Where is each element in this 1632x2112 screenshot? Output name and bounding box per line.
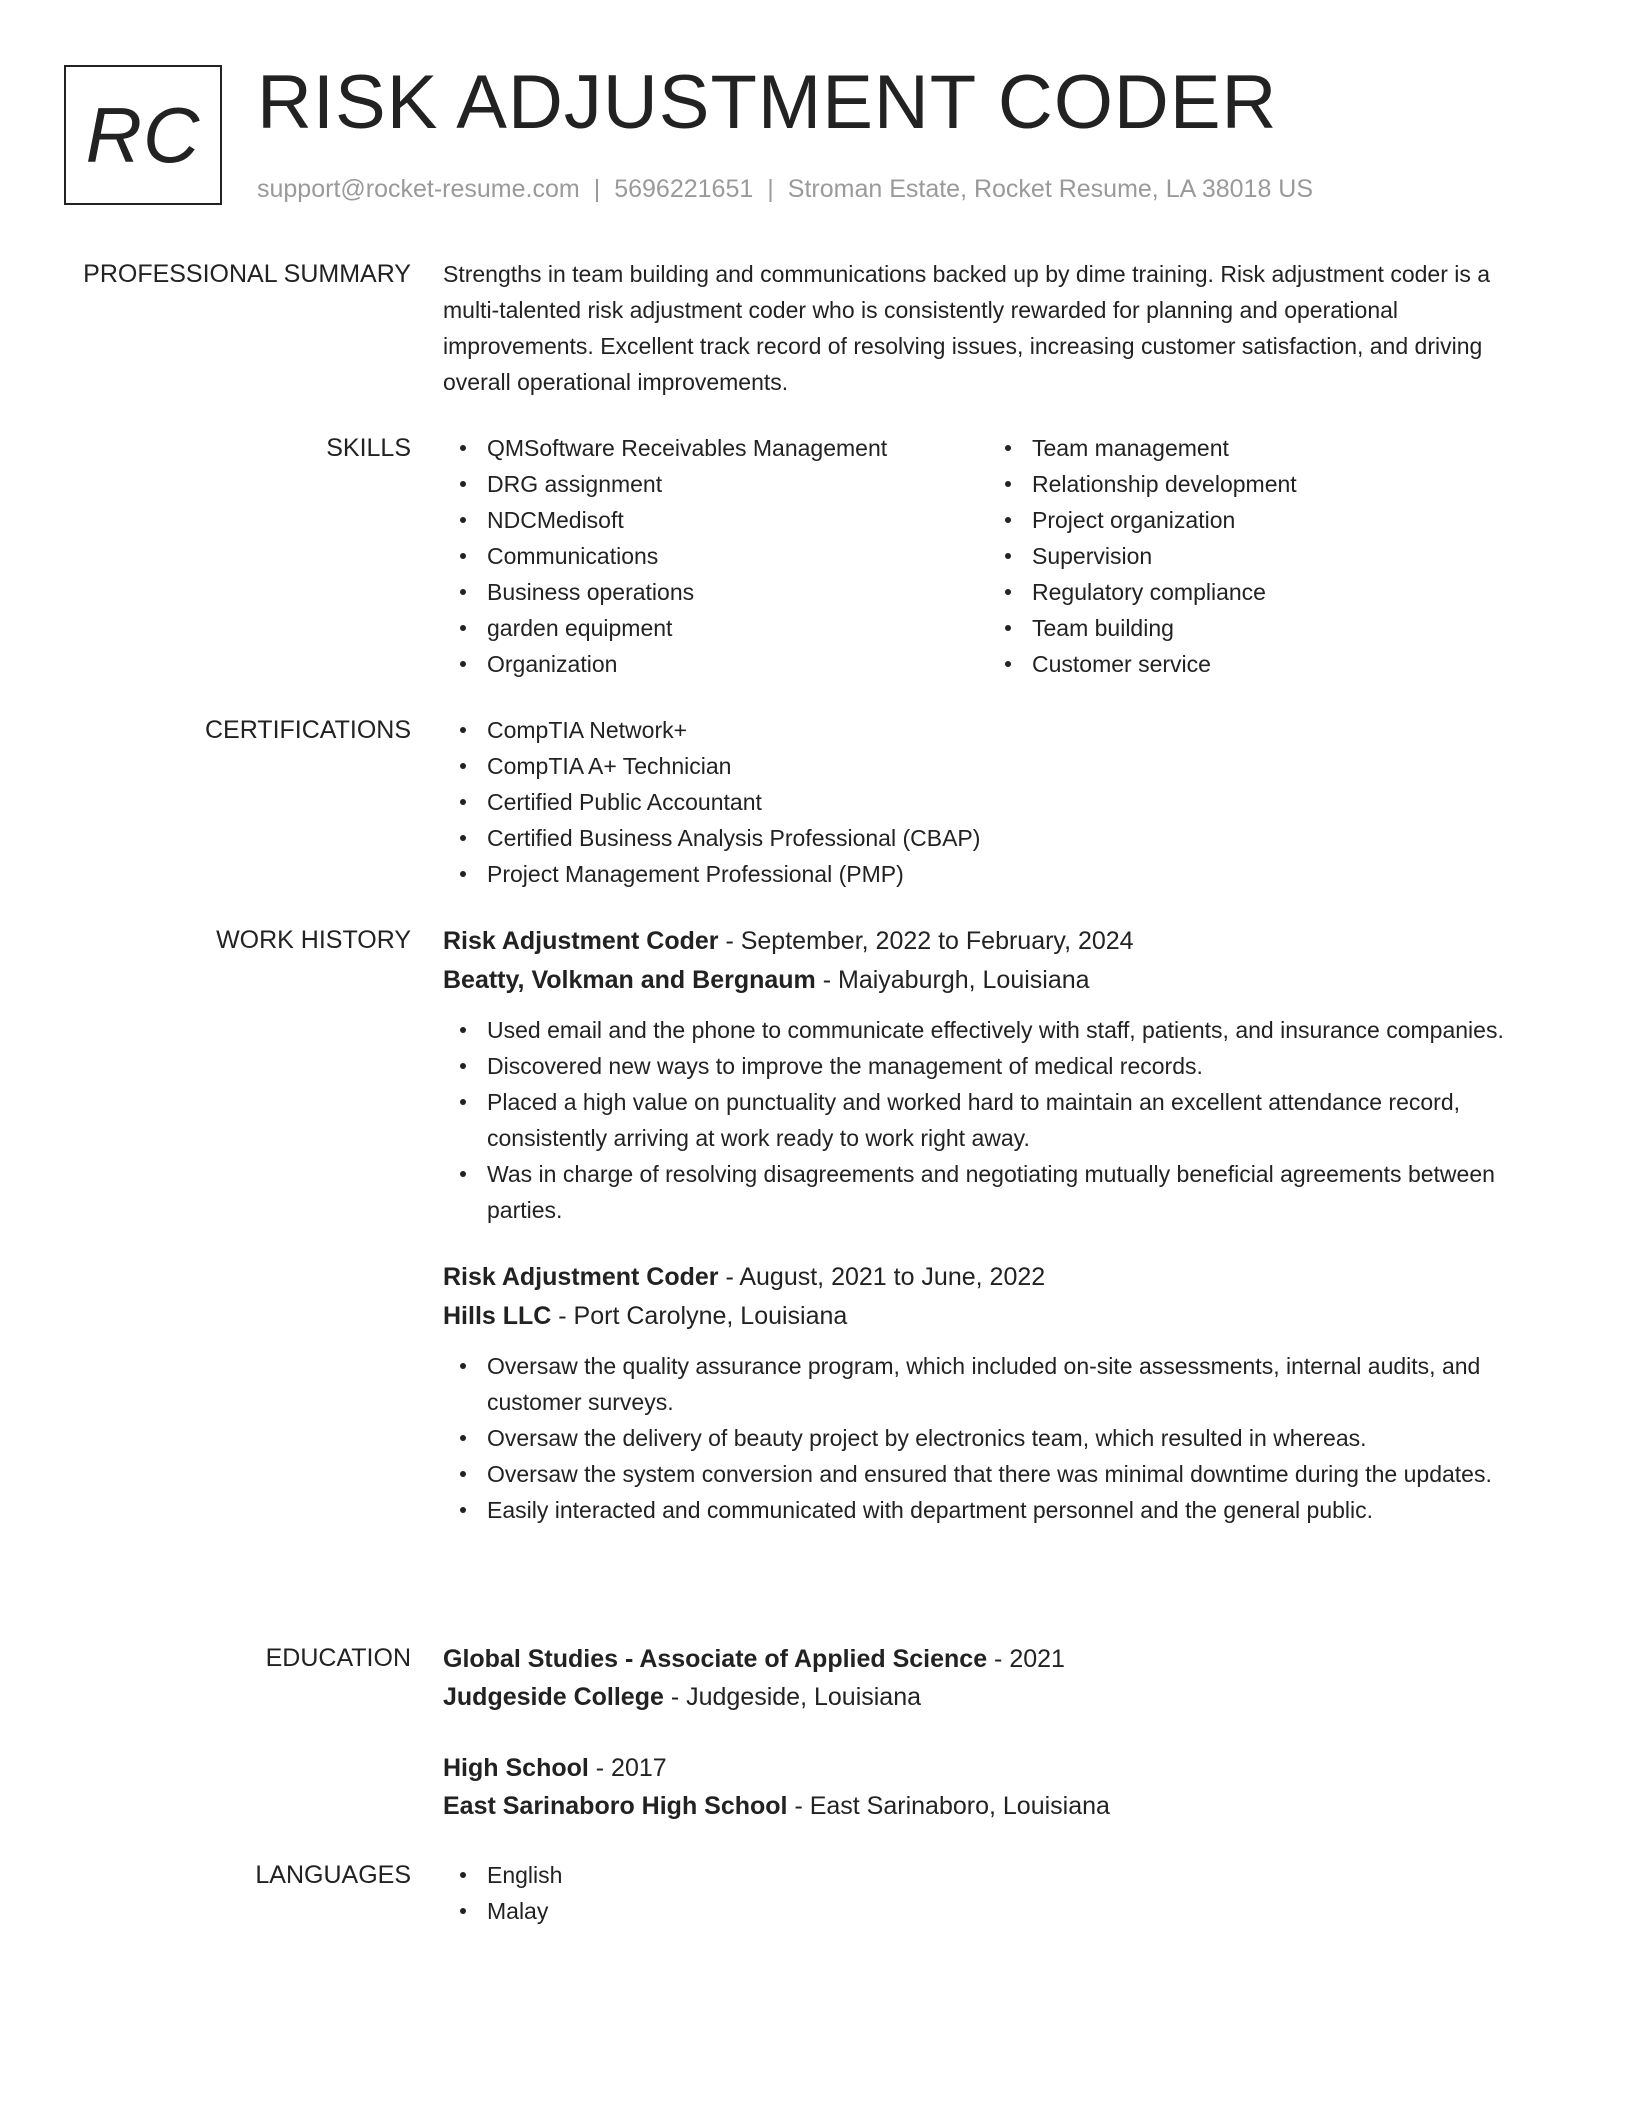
skill-item: garden equipment bbox=[443, 610, 988, 646]
skills-list-left bbox=[443, 430, 988, 682]
certification-item: CompTIA A+ Technician bbox=[443, 748, 1549, 784]
section-label: LANGUAGES bbox=[255, 1861, 411, 1889]
job-bullet: Placed a high value on punctuality and worked hard to maintain an excellent attendance record, consistently arriving at work ready to work right away. bbox=[443, 1084, 1549, 1156]
job-bullet: Oversaw the quality assurance program, which included on-site assessments, internal audits, and customer surveys. bbox=[443, 1348, 1549, 1420]
job-bullet: Was in charge of resolving disagreements and negotiating mutually beneficial agreements between parties. bbox=[443, 1156, 1549, 1228]
certification-item: Project Management Professional (PMP) bbox=[443, 856, 1549, 892]
skill-item: Organization bbox=[443, 646, 988, 682]
skill-item: Relationship development bbox=[988, 466, 1533, 502]
summary-body bbox=[443, 256, 1549, 400]
job-bullet: Oversaw the system conversion and ensured that there was minimal downtime during the updates. bbox=[443, 1456, 1549, 1492]
skill-item: Team building bbox=[988, 610, 1533, 646]
skill-item: Team management bbox=[988, 430, 1533, 466]
education-body bbox=[443, 1640, 1549, 1825]
job-bullet: Discovered new ways to improve the management of medical records. bbox=[443, 1048, 1549, 1084]
contact-phone: 5696221651 bbox=[614, 175, 754, 203]
job-bullet: Used email and the phone to communicate effectively with staff, patients, and insurance companies. bbox=[443, 1012, 1549, 1048]
certification-item: Certified Business Analysis Professional (CBAP) bbox=[443, 820, 1549, 856]
contact-email: support@rocket-resume.com bbox=[257, 175, 580, 203]
job-bullet: Easily interacted and communicated with department personnel and the general public. bbox=[443, 1492, 1549, 1528]
job-company: Hills LLC bbox=[443, 1302, 552, 1330]
skill-item: Regulatory compliance bbox=[988, 574, 1533, 610]
section-label: EDUCATION bbox=[265, 1644, 411, 1672]
job-location: - Maiyaburgh, Louisiana bbox=[815, 966, 1090, 994]
job-title: Risk Adjustment Coder bbox=[443, 927, 719, 955]
education-degree: High School bbox=[443, 1754, 589, 1782]
monogram-logo: RC bbox=[64, 65, 222, 205]
skill-item: Project organization bbox=[988, 502, 1533, 538]
job-company-line bbox=[443, 961, 1549, 1000]
education-location: - East Sarinaboro, Louisiana bbox=[787, 1792, 1110, 1820]
contact-line bbox=[257, 173, 1313, 205]
skill-item: Supervision bbox=[988, 538, 1533, 574]
education-school: East Sarinaboro High School bbox=[443, 1792, 788, 1820]
certification-item: Certified Public Accountant bbox=[443, 784, 1549, 820]
contact-separator: | bbox=[593, 175, 601, 203]
skill-item: Business operations bbox=[443, 574, 988, 610]
skill-item: DRG assignment bbox=[443, 466, 988, 502]
work-history-body bbox=[443, 922, 1549, 1528]
summary-text: Strengths in team building and communications backed up by dime training. Risk adjustment coder is a multi-talented risk adjustment coder who is consistently rewarded for planning and operational improvements. Excellent track record of resolving issues, increasing customer satisfaction, and driving overall operational improvements. bbox=[443, 261, 1491, 395]
job-dates: - August, 2021 to June, 2022 bbox=[718, 1263, 1046, 1291]
job-entry bbox=[443, 1258, 1549, 1528]
job-title-line bbox=[443, 1258, 1549, 1297]
education-location: - Judgeside, Louisiana bbox=[663, 1683, 922, 1711]
education-degree: Global Studies - Associate of Applied Science bbox=[443, 1645, 988, 1673]
skills-body bbox=[443, 430, 1549, 682]
languages-list bbox=[443, 1857, 1549, 1929]
job-title-line bbox=[443, 922, 1549, 961]
contact-address: Stroman Estate, Rocket Resume, LA 38018 US bbox=[787, 175, 1314, 203]
job-location: - Port Carolyne, Louisiana bbox=[551, 1302, 848, 1330]
education-entry bbox=[443, 1640, 1549, 1716]
languages-body bbox=[443, 1857, 1549, 1929]
job-company: Beatty, Volkman and Bergnaum bbox=[443, 966, 816, 994]
certifications-body bbox=[443, 712, 1549, 892]
education-entry bbox=[443, 1749, 1549, 1825]
job-entry bbox=[443, 922, 1549, 1228]
job-title: Risk Adjustment Coder bbox=[443, 1263, 719, 1291]
language-item: English bbox=[443, 1857, 1549, 1893]
contact-separator: | bbox=[767, 175, 774, 203]
certifications-list bbox=[443, 712, 1549, 892]
section-label: WORK HISTORY bbox=[216, 926, 411, 954]
section-label: PROFESSIONAL SUMMARY bbox=[83, 260, 411, 288]
job-dates: - September, 2022 to February, 2024 bbox=[718, 927, 1134, 955]
skills-list-right bbox=[988, 430, 1533, 682]
education-year: - 2021 bbox=[987, 1645, 1065, 1673]
skill-item: Communications bbox=[443, 538, 988, 574]
skill-item: NDCMedisoft bbox=[443, 502, 988, 538]
section-label: SKILLS bbox=[326, 434, 411, 462]
job-bullets bbox=[443, 1012, 1549, 1228]
skill-item: Customer service bbox=[988, 646, 1533, 682]
skill-item: QMSoftware Receivables Management bbox=[443, 430, 988, 466]
job-bullet: Oversaw the delivery of beauty project by electronics team, which resulted in whereas. bbox=[443, 1420, 1549, 1456]
certification-item: CompTIA Network+ bbox=[443, 712, 1549, 748]
job-bullets bbox=[443, 1348, 1549, 1528]
education-year: - 2017 bbox=[588, 1754, 667, 1782]
section-label: CERTIFICATIONS bbox=[204, 716, 411, 744]
education-school: Judgeside College bbox=[443, 1683, 664, 1711]
page-title: RISK ADJUSTMENT CODER bbox=[257, 60, 1278, 145]
language-item: Malay bbox=[443, 1893, 1549, 1929]
job-company-line bbox=[443, 1297, 1549, 1336]
